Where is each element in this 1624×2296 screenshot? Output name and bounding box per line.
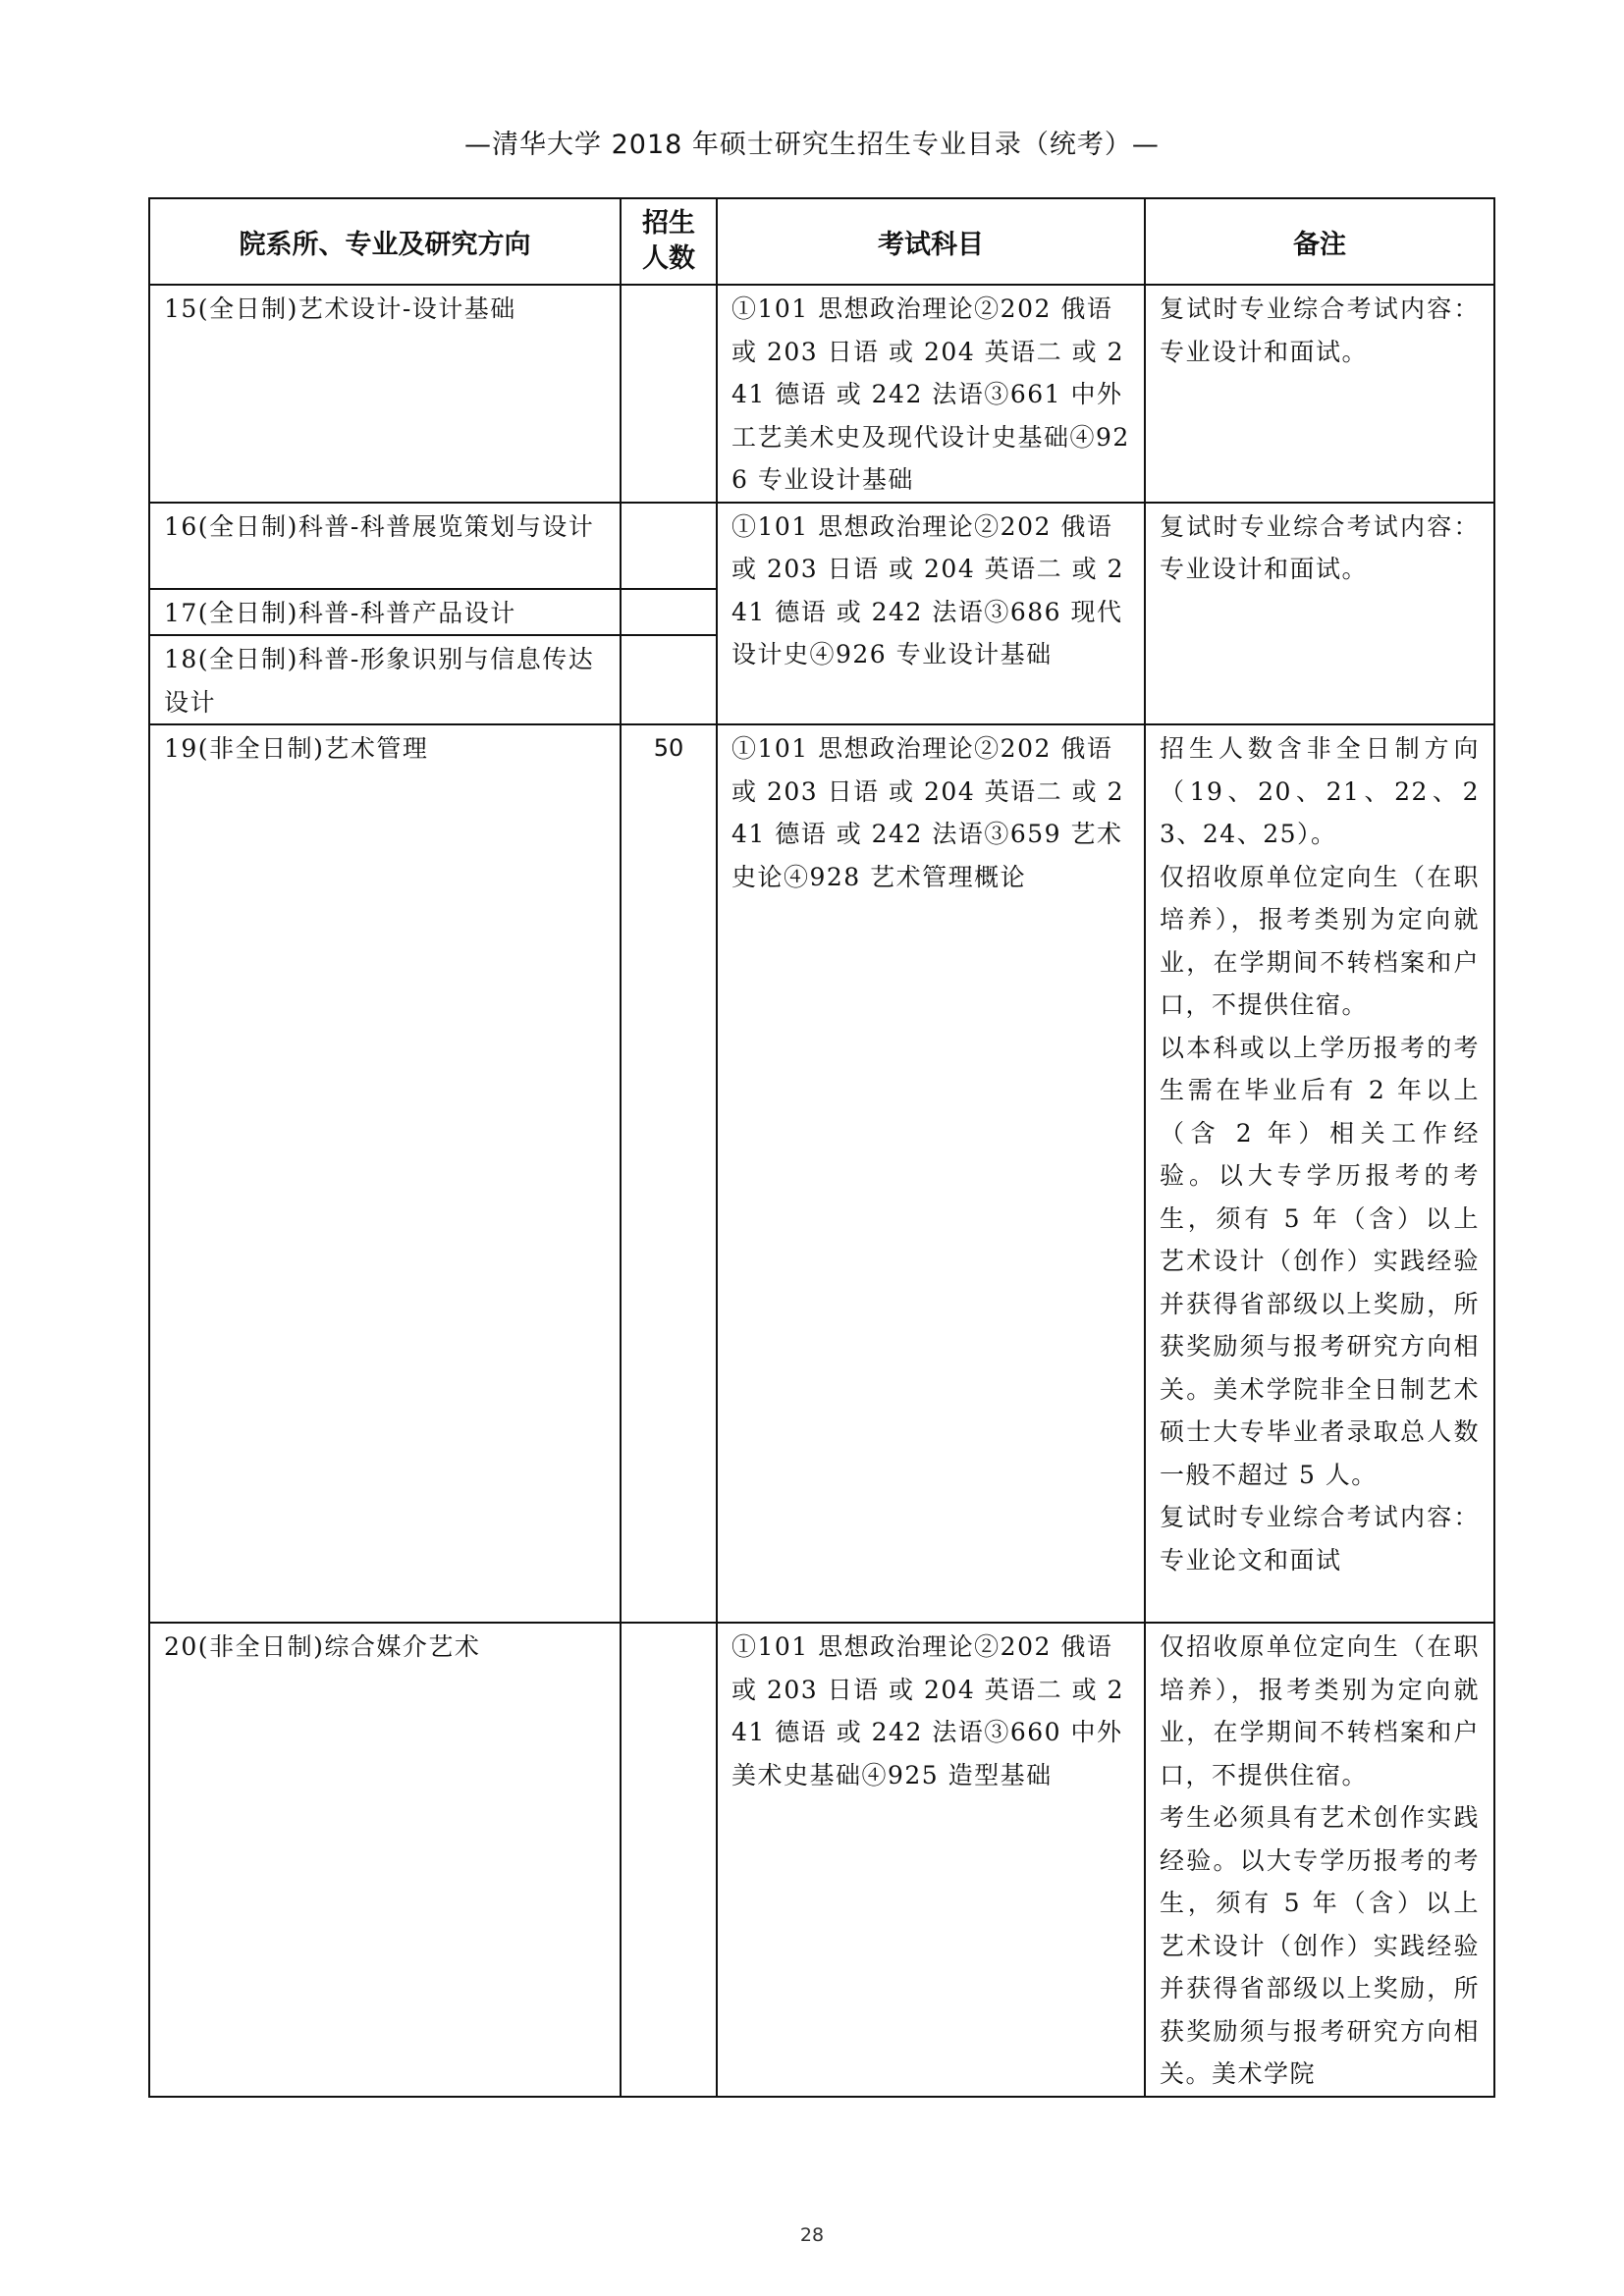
column-header-quota [621, 198, 717, 285]
column-header-quota-line1: 招生 [642, 208, 695, 239]
quota-cell [621, 285, 717, 503]
table-row [149, 1623, 1494, 2097]
program-catalog-table [148, 197, 1495, 2098]
table-row [149, 503, 1494, 589]
quota-cell [621, 635, 717, 724]
note-paragraph: 仅招收原单位定向生（在职培养），报考类别为定向就业，在学期间不转档案和户口，不提供住宿。 [1160, 1632, 1480, 1789]
table-header-row [149, 198, 1494, 285]
program-cell: 20(非全日制)综合媒介艺术 [149, 1623, 621, 2097]
quota-cell: 50 [621, 724, 717, 1623]
exam-subjects-cell: ①101 思想政治理论②202 俄语 或 203 日语 或 204 英语二 或 241 德语 或 242 法语③660 中外美术史基础④925 造型基础 [717, 1623, 1145, 2097]
program-cell: 16(全日制)科普-科普展览策划与设计 [149, 503, 621, 589]
column-header-notes: 备注 [1145, 198, 1494, 285]
exam-subjects-cell: ①101 思想政治理论②202 俄语 或 203 日语 或 204 英语二 或 241 德语 或 242 法语③661 中外工艺美术史及现代设计史基础④926 专业设计基础 [717, 285, 1145, 503]
column-header-exams: 考试科目 [717, 198, 1145, 285]
table-row [149, 724, 1494, 1623]
column-header-program: 院系所、专业及研究方向 [149, 198, 621, 285]
quota-cell [621, 503, 717, 589]
notes-cell [1145, 724, 1494, 1623]
column-header-quota-line2: 人数 [642, 243, 695, 274]
program-cell: 19(非全日制)艺术管理 [149, 724, 621, 1623]
note-paragraph: 招生人数含非全日制方向（19、20、21、22、23、24、25）。 [1160, 734, 1480, 848]
note-paragraph: 仅招收原单位定向生（在职培养），报考类别为定向就业，在学期间不转档案和户口，不提供住宿。 [1160, 862, 1480, 1019]
quota-cell [621, 589, 717, 636]
exam-subjects-cell: ①101 思想政治理论②202 俄语 或 203 日语 或 204 英语二 或 241 德语 或 242 法语③686 现代设计史④926 专业设计基础 [717, 503, 1145, 725]
page-title: —清华大学 2018 年硕士研究生招生专业目录（统考）— [464, 130, 1160, 160]
quota-cell [621, 1623, 717, 2097]
note-paragraph: 复试时专业综合考试内容：专业论文和面试 [1160, 1503, 1480, 1575]
table-row [149, 285, 1494, 503]
program-cell: 15(全日制)艺术设计-设计基础 [149, 285, 621, 503]
notes-cell: 复试时专业综合考试内容：专业设计和面试。 [1145, 503, 1494, 725]
notes-cell [1145, 1623, 1494, 2097]
exam-subjects-cell: ①101 思想政治理论②202 俄语 或 203 日语 或 204 英语二 或 241 德语 或 242 法语③659 艺术史论④928 艺术管理概论 [717, 724, 1145, 1623]
page-number: 28 [799, 2224, 825, 2246]
program-cell: 17(全日制)科普-科普产品设计 [149, 589, 621, 636]
note-paragraph: 以本科或以上学历报考的考生需在毕业后有 2 年以上（含 2 年）相关工作经验。以大专学历报考的考生，须有 5 年（含）以上艺术设计（创作）实践经验并获得省部级以上奖励，所获奖励须与报考研究方向相关。美术学院非全日制艺术硕士大专毕业者录取总人数一般不超过 5 人。 [1160, 1033, 1480, 1489]
note-paragraph: 考生必须具有艺术创作实践经验。以大专学历报考的考生，须有 5 年（含）以上艺术设计（创作）实践经验并获得省部级以上奖励，所获奖励须与报考研究方向相关。美术学院 [1160, 1803, 1480, 2088]
program-cell: 18(全日制)科普-形象识别与信息传达设计 [149, 635, 621, 724]
notes-cell: 复试时专业综合考试内容：专业设计和面试。 [1145, 285, 1494, 503]
